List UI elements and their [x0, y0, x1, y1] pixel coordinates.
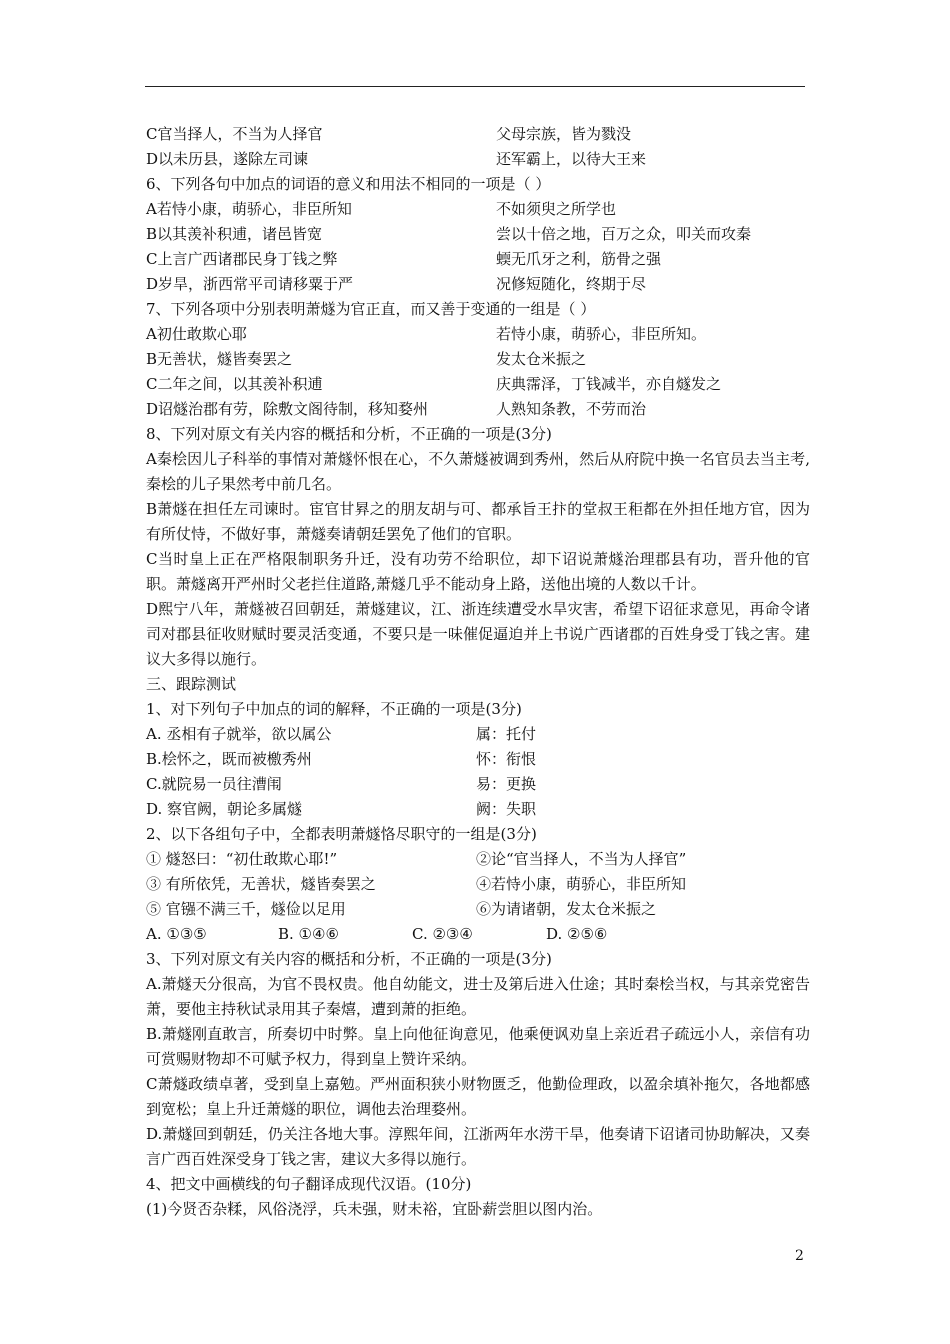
option-row: A初仕敢欺心耶 若恃小康，萌骄心，非臣所知。 [146, 325, 707, 343]
choice-a: A. ①③⑤ [146, 925, 207, 943]
option-row: D诏燧治郡有劳，除敷文阁待制，移知婺州 人熟知条教，不劳而治 [146, 400, 647, 418]
option-row: D. 察官阙，朝论多属燧 阙：失职 [146, 800, 537, 818]
t3-option-d: D.萧燧回到朝廷，仍关注各地大事。淳熙年间，江浙两年水涝干旱，他奏请下诏诸司协助解决，又奏言广西百姓深受身丁钱之害，建议大多得以施行。 [146, 1125, 810, 1168]
section-heading: 三、跟踪测试 [146, 675, 237, 693]
option-row: A. 丞相有子就举，欲以属公 属：托付 [146, 725, 537, 743]
choice-c: C. ②③④ [412, 925, 473, 943]
test-question-1: 1、对下列句子中加点的词的解释，不正确的一项是(3分) [146, 700, 522, 718]
header-rule [145, 86, 805, 87]
option-row: B.桧怀之，既而被檄秀州 怀：衔恨 [146, 750, 537, 768]
option-row: D以未历县，遂除左司谏 还军霸上，以待大王来 [146, 150, 647, 168]
t3-option-b: B.萧燧刚直敢言，所奏切中时弊。皇上向他征询意见，他乘便讽劝皇上亲近君子疏远小人，亲信有功可赏赐财物却不可赋予权力，得到皇上赞许采纳。 [146, 1025, 810, 1068]
test-question-3: 3、下列对原文有关内容的概括和分析，不正确的一项是(3分) [146, 950, 552, 968]
option-row: D岁旱，浙西常平司请移粟于严 况修短随化，终期于尽 [146, 275, 647, 293]
test-question-2: 2、以下各组句子中，全都表明萧燧恪尽职守的一组是(3分) [146, 825, 537, 843]
t3-option-a: A.萧燧天分很高，为官不畏权贵。他自幼能文，进士及第后进入仕途；其时秦桧当权，与其亲党密告萧，要他主持秋试录用其子秦熺，遭到萧的拒绝。 [146, 975, 810, 1018]
page-number: 2 [795, 1248, 804, 1264]
q8-option-b: B萧燧在担任左司谏时。宦官甘昪之的朋友胡与可、都承旨王抃的堂叔王秬都在外担任地方官，因为有所仗恃，不做好事，萧燧奏请朝廷罢免了他们的官职。 [146, 500, 810, 543]
option-row: C官当择人，不当为人择官 父母宗族，皆为戮没 [146, 125, 632, 143]
option-row: ③ 有所依凭，无善状，燧皆奏罢之 ④若恃小康，萌骄心，非臣所知 [146, 875, 687, 893]
t3-option-c: C萧燧政绩卓著，受到皇上嘉勉。严州面积狭小财物匮乏，他勤俭理政，以盈余填补拖欠，各地都感到宽松；皇上升迁萧燧的职位，调他去治理婺州。 [146, 1075, 810, 1118]
question-7: 7、下列各项中分别表明萧燧为官正直，而又善于变通的一组是（ ） [146, 300, 596, 318]
option-row: ① 燧怒曰：“初仕敢欺心耶!” ②论“官当择人，不当为人择官” [146, 850, 687, 868]
option-row: C上言广西诸郡民身丁钱之弊 蝡无爪牙之利，筋骨之强 [146, 250, 662, 268]
test-question-4: 4、把文中画横线的句子翻译成现代汉语。(10分) [146, 1175, 472, 1193]
choice-d: D. ②⑤⑥ [546, 925, 608, 943]
translation-sentence-1: (1)今贤否杂糅，风俗浇浮，兵未强，财未裕，宜卧薪尝胆以图内治。 [146, 1200, 603, 1218]
choice-row [146, 922, 810, 947]
option-row: B无善状，燧皆奏罢之 发太仓米振之 [146, 350, 587, 368]
option-row: C二年之间，以其羡补积逋 庆典霈泽，丁钱减半，亦自燧发之 [146, 375, 722, 393]
q8-option-d: D熙宁八年，萧燧被召回朝廷，萧燧建议，江、浙连续遭受水旱灾害，希望下诏征求意见，再命令诸司对郡县征收财赋时要灵活变通，不要只是一味催促逼迫并上书说广西诸郡的百姓身受丁钱之害。建议大多得以施行。 [146, 600, 810, 668]
choice-b: B. ①④⑥ [278, 925, 339, 943]
option-row: B以其羡补积逋，诸邑皆宽 尝以十倍之地，百万之众，叩关而攻秦 [146, 225, 752, 243]
q8-option-c: C当时皇上正在严格限制职务升迁，没有功劳不给职位，却下诏说萧燧治理郡县有功，晋升他的官职。萧燧离开严州时父老拦住道路,萧燧几乎不能动身上路，送他出境的人数以千计。 [146, 550, 810, 593]
option-row: A若恃小康，萌骄心，非臣所知 不如须臾之所学也 [146, 200, 617, 218]
question-8: 8、下列对原文有关内容的概括和分析，不正确的一项是(3分) [146, 425, 552, 443]
page-content [146, 122, 810, 1222]
option-row: C.就院易一员往漕闱 易：更换 [146, 775, 537, 793]
option-row: ⑤ 官镪不满三千，燧俭以足用 ⑥为请诸朝，发太仓米振之 [146, 900, 657, 918]
q8-option-a: A秦桧因儿子科举的事情对萧燧怀恨在心，不久萧燧被调到秀州，然后从府院中换一名官员去当主考,秦桧的儿子果然考中前几名。 [146, 450, 810, 493]
question-6: 6、下列各句中加点的词语的意义和用法不相同的一项是（ ） [146, 175, 551, 193]
